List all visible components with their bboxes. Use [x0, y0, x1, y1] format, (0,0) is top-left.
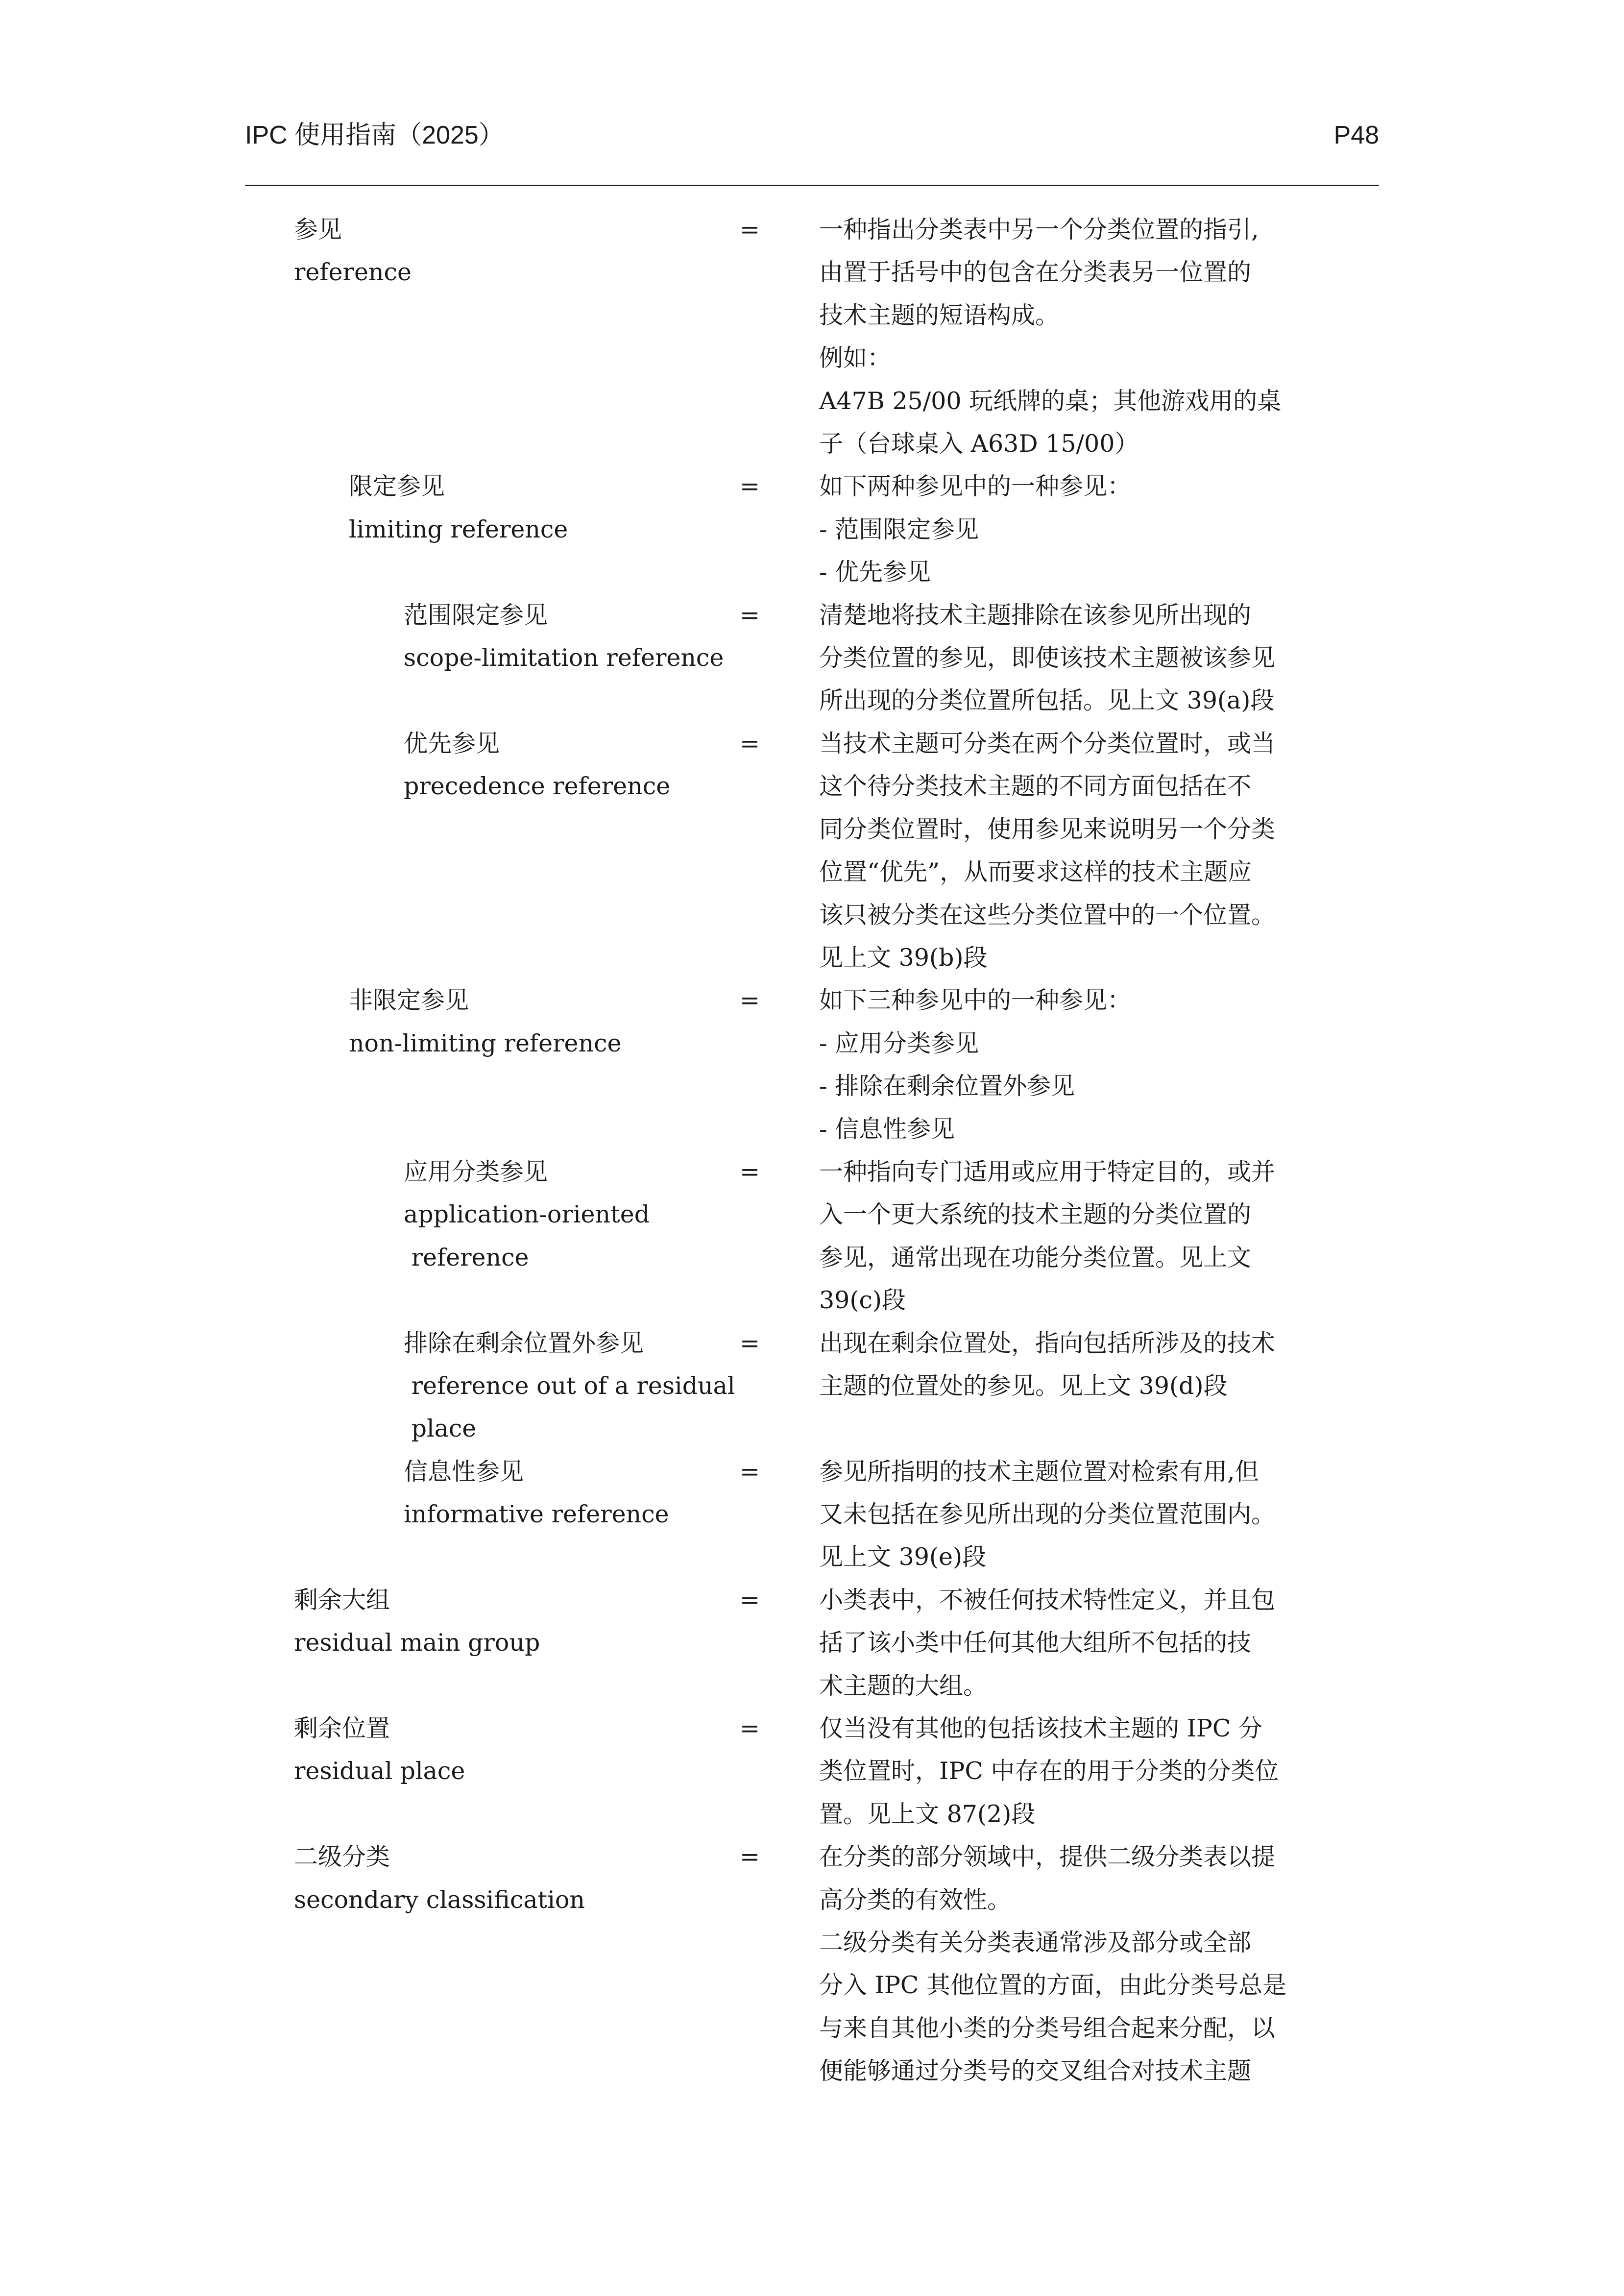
term-chinese: 信息性参见 [404, 1457, 524, 1486]
definition-line: 参见所指明的技术主题位置对检索有用,但 [819, 1457, 1259, 1486]
definition-line: 置。见上文 87(2)段 [819, 1800, 1036, 1828]
term-english: limiting reference [349, 515, 568, 543]
equals-sign: = [740, 1157, 760, 1186]
term-chinese: 排除在剩余位置外参见 [404, 1329, 644, 1357]
definition-line: 二级分类有关分类表通常涉及部分或全部 [819, 1929, 1252, 1957]
term-chinese: 剩余大组 [294, 1586, 390, 1614]
definition-line: 高分类的有效性。 [819, 1885, 1012, 1914]
term-definition [819, 208, 1341, 465]
term-english-continued: place [404, 1415, 477, 1443]
equals-sign: = [740, 986, 760, 1015]
glossary-term [404, 722, 835, 808]
definition-line: 小类表中，不被任何技术特性定义，并且包 [819, 1586, 1276, 1614]
definition-line: 如下两种参见中的一种参见： [819, 472, 1132, 501]
definition-line: - 范围限定参见 [819, 515, 979, 543]
definition-line: 仅当没有其他的包括该技术主题的 IPC 分 [819, 1714, 1262, 1742]
term-english: informative reference [404, 1500, 669, 1528]
glossary-entry-secondary-classification [0, 1835, 1624, 2092]
glossary-entry-residual-place [0, 1707, 1624, 1835]
glossary-entry-precedence-reference [0, 722, 1624, 979]
glossary-term [294, 1835, 725, 1921]
term-english: non-limiting reference [349, 1029, 622, 1057]
definition-line: 由置于括号中的包含在分类表另一位置的 [819, 258, 1252, 287]
glossary-entry-reference [0, 208, 1624, 465]
term-definition [819, 1835, 1341, 2092]
equals-sign: = [740, 1714, 760, 1742]
definition-line: A47B 25/00 玩纸牌的桌；其他游戏用的桌 [819, 387, 1282, 415]
equals-sign: = [740, 1329, 760, 1357]
equals-sign: = [740, 1586, 760, 1614]
term-english: residual place [294, 1757, 465, 1785]
term-chinese: 范围限定参见 [404, 601, 548, 629]
definition-line: 在分类的部分领域中，提供二级分类表以提 [819, 1843, 1276, 1871]
definition-line: 分入 IPC 其他位置的方面，由此分类号总是 [819, 1971, 1286, 2000]
glossary-term [349, 979, 780, 1065]
term-definition [819, 465, 1341, 593]
definition-line: 例如： [819, 344, 892, 372]
term-definition [819, 1450, 1341, 1579]
term-english: precedence reference [404, 772, 671, 801]
definition-line: 主题的位置处的参见。见上文 39(d)段 [819, 1371, 1228, 1400]
glossary-entry-limiting-reference [0, 465, 1624, 593]
equals-sign: = [740, 1457, 760, 1486]
term-definition [819, 1707, 1341, 1835]
term-english: application-oriented [404, 1200, 650, 1229]
equals-sign: = [740, 472, 760, 501]
term-chinese: 二级分类 [294, 1843, 390, 1871]
definition-line: 便能够通过分类号的交叉组合对技术主题 [819, 2057, 1252, 2085]
term-chinese: 应用分类参见 [404, 1157, 548, 1186]
definition-line: 这个待分类技术主题的不同方面包括在不 [819, 772, 1252, 801]
term-english: scope-limitation reference [404, 644, 724, 672]
definition-line: 一种指向专门适用或应用于特定目的，或并 [819, 1157, 1276, 1186]
term-english: reference out of a residual [404, 1371, 735, 1400]
definition-line: 分类位置的参见，即使该技术主题被该参见 [819, 644, 1276, 672]
definition-line: - 应用分类参见 [819, 1029, 979, 1057]
equals-sign: = [740, 601, 760, 629]
definition-line: 技术主题的短语构成。 [819, 301, 1060, 329]
glossary-entry-non-limiting-reference [0, 979, 1624, 1150]
definition-line: 术主题的大组。 [819, 1671, 988, 1700]
term-chinese: 非限定参见 [349, 986, 469, 1015]
glossary-term [404, 1150, 835, 1279]
glossary-term [404, 1322, 835, 1450]
glossary-term [404, 1450, 835, 1536]
glossary-term [349, 465, 780, 551]
term-english: reference [294, 258, 412, 287]
definition-line: 见上文 39(b)段 [819, 943, 988, 972]
definition-line: 子（台球桌入 A63D 15/00） [819, 430, 1139, 458]
equals-sign: = [740, 729, 760, 757]
glossary-entry-application-oriented-reference [0, 1150, 1624, 1322]
term-definition [819, 594, 1341, 722]
term-english: secondary classification [294, 1885, 585, 1914]
definition-line: 39(c)段 [819, 1286, 906, 1315]
page-number: P48 [1333, 121, 1379, 149]
definition-line: - 信息性参见 [819, 1115, 955, 1143]
term-chinese: 参见 [294, 216, 342, 244]
glossary-term [294, 208, 725, 294]
term-definition [819, 1322, 1341, 1450]
page-header [245, 116, 1379, 155]
definition-line: - 排除在剩余位置外参见 [819, 1072, 1075, 1100]
definition-line: 当技术主题可分类在两个分类位置时，或当 [819, 729, 1276, 757]
glossary-term [404, 594, 835, 680]
glossary-entries [0, 208, 1624, 2093]
definition-line: 出现在剩余位置处，指向包括所涉及的技术 [819, 1329, 1276, 1357]
glossary-entry-informative-reference [0, 1450, 1624, 1579]
definition-line: 清楚地将技术主题排除在该参见所出现的 [819, 601, 1252, 629]
definition-line: 见上文 39(e)段 [819, 1543, 987, 1571]
definition-line: 与来自其他小类的分类号组合起来分配，以 [819, 2014, 1276, 2042]
term-definition [819, 1579, 1341, 1707]
equals-sign: = [740, 1843, 760, 1871]
term-definition [819, 722, 1341, 979]
definition-line: 所出现的分类位置所包括。见上文 39(a)段 [819, 686, 1275, 715]
definition-line: 括了该小类中任何其他大组所不包括的技 [819, 1629, 1252, 1657]
definition-line: 如下三种参见中的一种参见： [819, 986, 1132, 1015]
glossary-entry-residual-main-group [0, 1579, 1624, 1707]
equals-sign: = [740, 216, 760, 244]
definition-line: 该只被分类在这些分类位置中的一个位置。 [819, 901, 1276, 929]
document-title: IPC 使用指南（2025） [245, 121, 504, 149]
header-divider [245, 185, 1379, 186]
definition-line: 参见，通常出现在功能分类位置。见上文 [819, 1243, 1252, 1271]
term-chinese: 限定参见 [349, 472, 445, 501]
glossary-entry-scope-limitation-reference [0, 594, 1624, 722]
term-english: residual main group [294, 1629, 540, 1657]
definition-line: 类位置时，IPC 中存在的用于分类的分类位 [819, 1757, 1279, 1785]
glossary-term [294, 1579, 725, 1664]
term-definition [819, 979, 1341, 1150]
term-chinese: 优先参见 [404, 729, 500, 757]
definition-line: 又未包括在参见所出现的分类位置范围内。 [819, 1500, 1276, 1528]
definition-line: 同分类位置时，使用参见来说明另一个分类 [819, 815, 1276, 843]
definition-line: 一种指出分类表中另一个分类位置的指引, [819, 216, 1259, 244]
term-chinese: 剩余位置 [294, 1714, 390, 1742]
glossary-term [294, 1707, 725, 1793]
term-definition [819, 1150, 1341, 1322]
glossary-entry-reference-out-of-residual-place [0, 1322, 1624, 1450]
definition-line: 入一个更大系统的技术主题的分类位置的 [819, 1200, 1252, 1229]
definition-line: - 优先参见 [819, 558, 931, 586]
term-english-continued: reference [404, 1243, 529, 1271]
definition-line: 位置“优先”，从而要求这样的技术主题应 [819, 858, 1252, 886]
